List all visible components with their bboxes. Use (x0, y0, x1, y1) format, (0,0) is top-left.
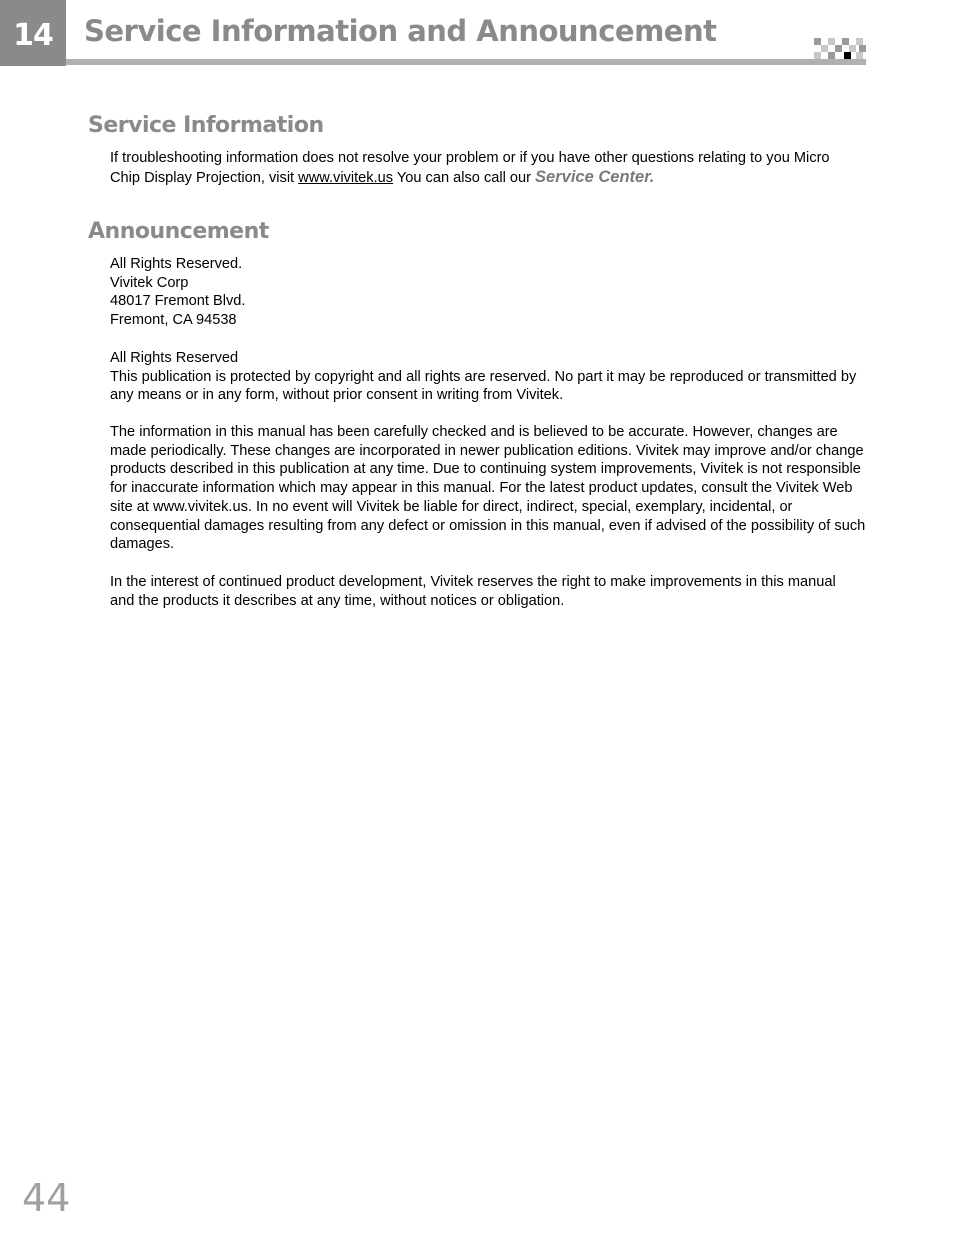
chapter-title: Service Information and Announcement (84, 14, 717, 48)
address-block (110, 255, 870, 330)
section-heading-service-information: Service Information (88, 113, 324, 138)
header-rule (66, 59, 866, 65)
rights-text: This publication is protected by copyright and all rights are reserved. No part it may be reproduced or transmitted by any means or in any form, without prior consent in writing from Vivitek. (110, 368, 857, 404)
development-note: In the interest of continued product development, Vivitek reserves the right to make improvements in this manual and the products it describes at any time, without notices or obligation. (110, 574, 836, 609)
section-heading-announcement: Announcement (88, 219, 269, 244)
disclaimer-text: The information in this manual has been carefully checked and is believed to be accurate. However, changes are made periodically. These changes are incorporated in newer publication editions. Vivitek may improve and/or change products described in this publication at any time. Due to continuing system improvements, Vivitek is not responsible for inaccurate information which may appear in this manual. For the latest product updates, consult the Vivitek Web site at www.vivitek.us. In no event will Vivitek be liable for direct, indirect, special, exemplary, incidental, or consequential damages resulting from any defect or omission in this manual, even if advised of the possibility of such damages. (110, 424, 866, 553)
rights-block (110, 349, 870, 405)
address-line: Fremont, CA 94538 (110, 312, 237, 329)
address-line: 48017 Fremont Blvd. (110, 293, 246, 310)
page-number: 44 (22, 1176, 71, 1220)
chapter-number: 14 (0, 0, 66, 66)
address-line: All Rights Reserved. (110, 256, 243, 272)
service-center-emphasis: Service Center. (535, 167, 655, 186)
service-information-text: If troubleshooting information does not resolve your problem or if you have other questions relating to you Micro Chip Display Projection, visit www.vivitek.us You can also call our Service Center. (110, 150, 830, 186)
address-line: Vivitek Corp (110, 274, 189, 291)
checker-pattern-icon (814, 38, 866, 59)
vivitek-link[interactable]: www.vivitek.us (298, 169, 394, 186)
rights-title: All Rights Reserved (110, 350, 239, 366)
